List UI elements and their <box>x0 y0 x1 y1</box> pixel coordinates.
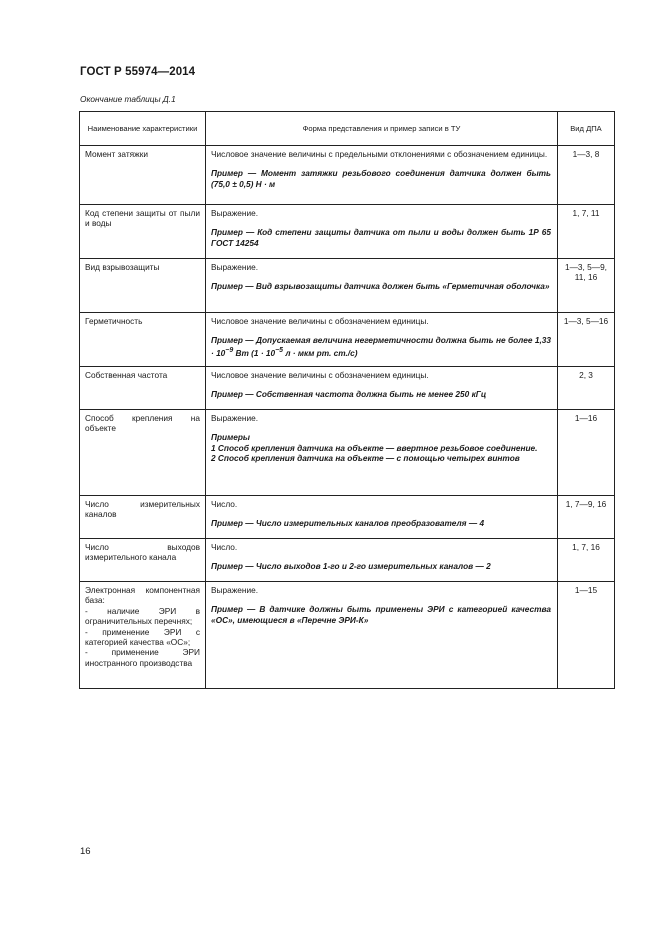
example-text: Пример — Число измерительных каналов преобразователя — 4 <box>211 518 485 529</box>
header-dpa-type: Вид ДПА <box>558 112 615 146</box>
dpa-value: 1, 7, 16 <box>572 542 600 552</box>
table-row <box>80 146 615 205</box>
characteristic-name: Число выходов измерительного канала <box>85 542 200 563</box>
dpa-value: 1—15 <box>574 585 598 595</box>
page-number: 16 <box>80 846 91 857</box>
characteristic-name: Способ крепления на объекте <box>85 413 200 434</box>
form-text: Число. <box>211 499 238 509</box>
dpa-value: 1—3, 8 <box>572 149 600 159</box>
example-item: 2 Способ крепления датчика на объекте — с помощью четырех винтов <box>211 453 520 464</box>
characteristic-name: Вид взрывозащиты <box>85 262 160 272</box>
example-item: 1 Способ крепления датчика на объекте — ввертное резьбовое соединение. <box>211 442 538 453</box>
form-text: Числовое значение величины с предельными отклонениями с обозначением единицы. <box>211 149 548 159</box>
examples-title: Примеры <box>211 432 251 443</box>
dpa-value: 2, 3 <box>579 370 593 380</box>
form-text: Выражение. <box>211 262 259 272</box>
characteristic-name: Собственная частота <box>85 370 168 380</box>
characteristic-name: Момент затяжки <box>85 149 148 159</box>
document-title: ГОСТ Р 55974—2014 <box>80 66 196 78</box>
example-text: Пример — Вид взрывозащиты датчика должен быть «Герметичная оболочка» <box>211 281 550 292</box>
table-row <box>80 582 615 689</box>
form-text: Числовое значение величины с обозначением единицы. <box>211 316 429 326</box>
form-text: Выражение. <box>211 208 259 218</box>
table-row <box>80 259 615 313</box>
characteristic-name: Код степени защиты от пыли и воды <box>85 208 200 229</box>
table-caption: Окончание таблицы Д.1 <box>80 94 176 104</box>
table-row <box>80 313 615 367</box>
example-text: Пример — Код степени защиты датчика от пыли и воды должен быть 1Р 65 ГОСТ 14254 <box>211 227 551 248</box>
header-form-and-example: Форма представления и пример записи в ТУ <box>206 112 558 146</box>
form-text: Числовое значение величины с обозначением единицы. <box>211 370 429 380</box>
dpa-value: 1—3, 5—16 <box>563 316 609 326</box>
table-header-row <box>80 112 615 146</box>
dpa-value: 1, 7, 11 <box>572 208 600 218</box>
dpa-value: 1—16 <box>574 413 598 423</box>
example-text: Пример — Число выходов 1-го и 2-го измерительных каналов — 2 <box>211 561 491 572</box>
table-row <box>80 367 615 410</box>
characteristic-name: Электронная компонентная база: - наличие ЭРИ в ограничительных перечнях; - применение ЭРИ с категорией качества «ОС»; - применение ЭРИ иностранного производства <box>85 585 200 668</box>
example-text: Пример — Момент затяжки резьбового соединения датчика должен быть (75,0 ± 0,5) Н · м <box>211 168 551 189</box>
example-text: Пример — В датчике должны быть применены ЭРИ с категорией качества «ОС», имеющиеся в «Перечне ЭРИ-К» <box>211 604 551 625</box>
characteristics-table <box>79 111 615 689</box>
dpa-value: 1—3, 5—9, 11, 16 <box>565 262 607 283</box>
table-row <box>80 205 615 259</box>
table-row <box>80 539 615 582</box>
example-text: Пример — Допускаемая величина негерметичности должна быть не более $1,33 \cdot 10^{-9}$ Вт ($1 \cdot 10^{-5}$ л · мкм рт. ст./с) <box>211 335 551 358</box>
table-row <box>80 410 615 496</box>
form-text: Выражение. <box>211 585 259 595</box>
form-text: Выражение. <box>211 413 259 423</box>
characteristic-name: Число измерительных каналов <box>85 499 200 520</box>
table-row <box>80 496 615 539</box>
example-text: Пример — Собственная частота должна быть не менее 250 кГц <box>211 389 487 400</box>
characteristic-name: Герметичность <box>85 316 143 326</box>
dpa-value: 1, 7—9, 16 <box>565 499 607 509</box>
form-text: Число. <box>211 542 238 552</box>
header-characteristic-name: Наименование характеристики <box>80 112 206 146</box>
